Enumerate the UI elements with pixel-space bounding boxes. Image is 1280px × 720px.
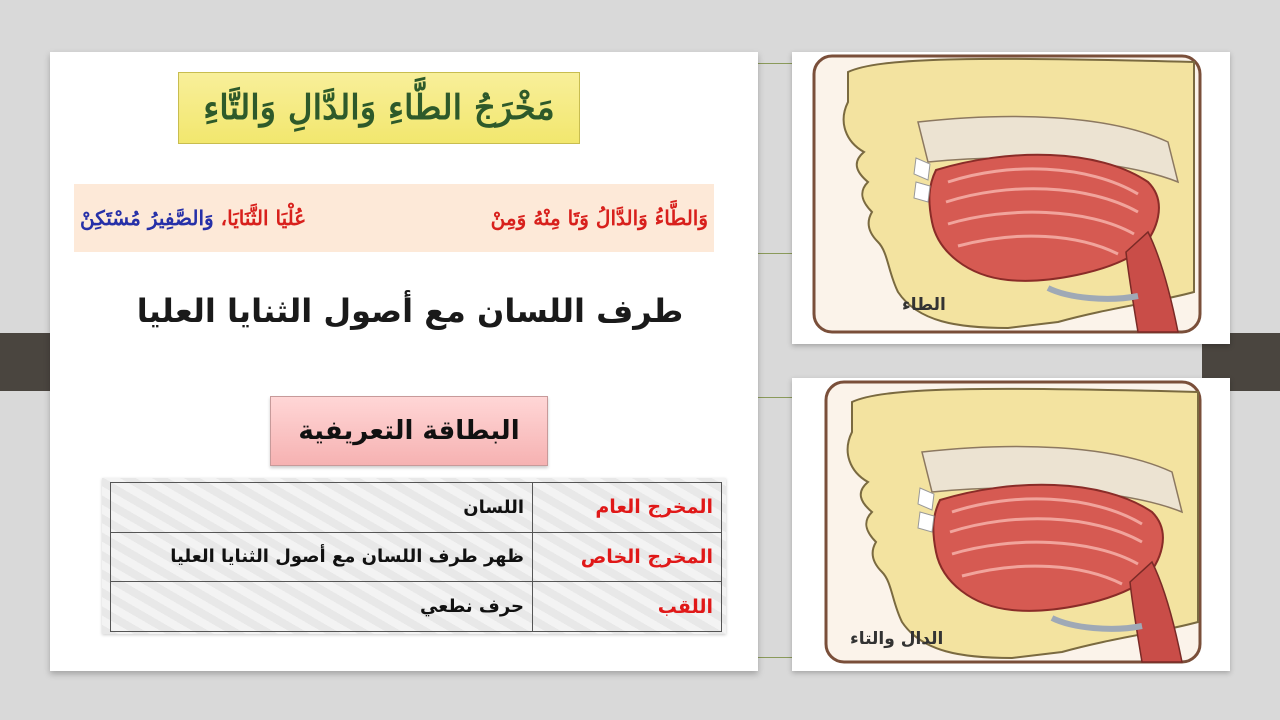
row-label: المخرج العام <box>533 483 722 533</box>
table-row <box>111 532 722 582</box>
mouth-anatomy-illustration <box>808 52 1214 344</box>
left-side-bar <box>0 333 50 391</box>
row-value: اللسان <box>111 483 533 533</box>
connector-line <box>758 253 792 254</box>
lesson-card <box>50 52 758 671</box>
anatomy-image-dal-taa <box>792 378 1230 671</box>
verse-part-3: وَالصَّفِيرُ مُسْتَكِنْ <box>80 206 214 230</box>
verse-part-1: وَالطَّاءُ وَالدَّالُ وَتَا مِنْهُ وَمِنْ <box>490 206 708 230</box>
image-caption-dal-taa: الدال والتاء <box>850 629 944 649</box>
anatomy-image-taa <box>792 52 1230 344</box>
verse-part-2-group <box>80 206 306 230</box>
connector-line <box>758 63 792 64</box>
connector-line <box>758 657 792 658</box>
image-caption-taa: الطاء <box>902 295 946 315</box>
mouth-anatomy-illustration <box>808 378 1214 671</box>
row-label: المخرج الخاص <box>533 532 722 582</box>
verse-part-2: عُلْيَا الثَّنَايَا، <box>220 206 307 230</box>
subtitle: طرف اللسان مع أصول الثنايا العليا <box>136 292 684 330</box>
row-label: اللقب <box>533 582 722 632</box>
row-value: ظهر طرف اللسان مع أصول الثنايا العليا <box>111 532 533 582</box>
card-label: البطاقة التعريفية <box>270 396 548 466</box>
table-row <box>111 483 722 533</box>
table-row <box>111 582 722 632</box>
verse-line <box>74 184 714 252</box>
info-table-container <box>102 478 726 634</box>
lesson-title: مَخْرَجُ الطَّاءِ وَالدَّالِ وَالتَّاءِ <box>178 72 580 144</box>
row-value: حرف نطعي <box>111 582 533 632</box>
connector-line <box>758 397 792 398</box>
info-table <box>110 482 722 632</box>
